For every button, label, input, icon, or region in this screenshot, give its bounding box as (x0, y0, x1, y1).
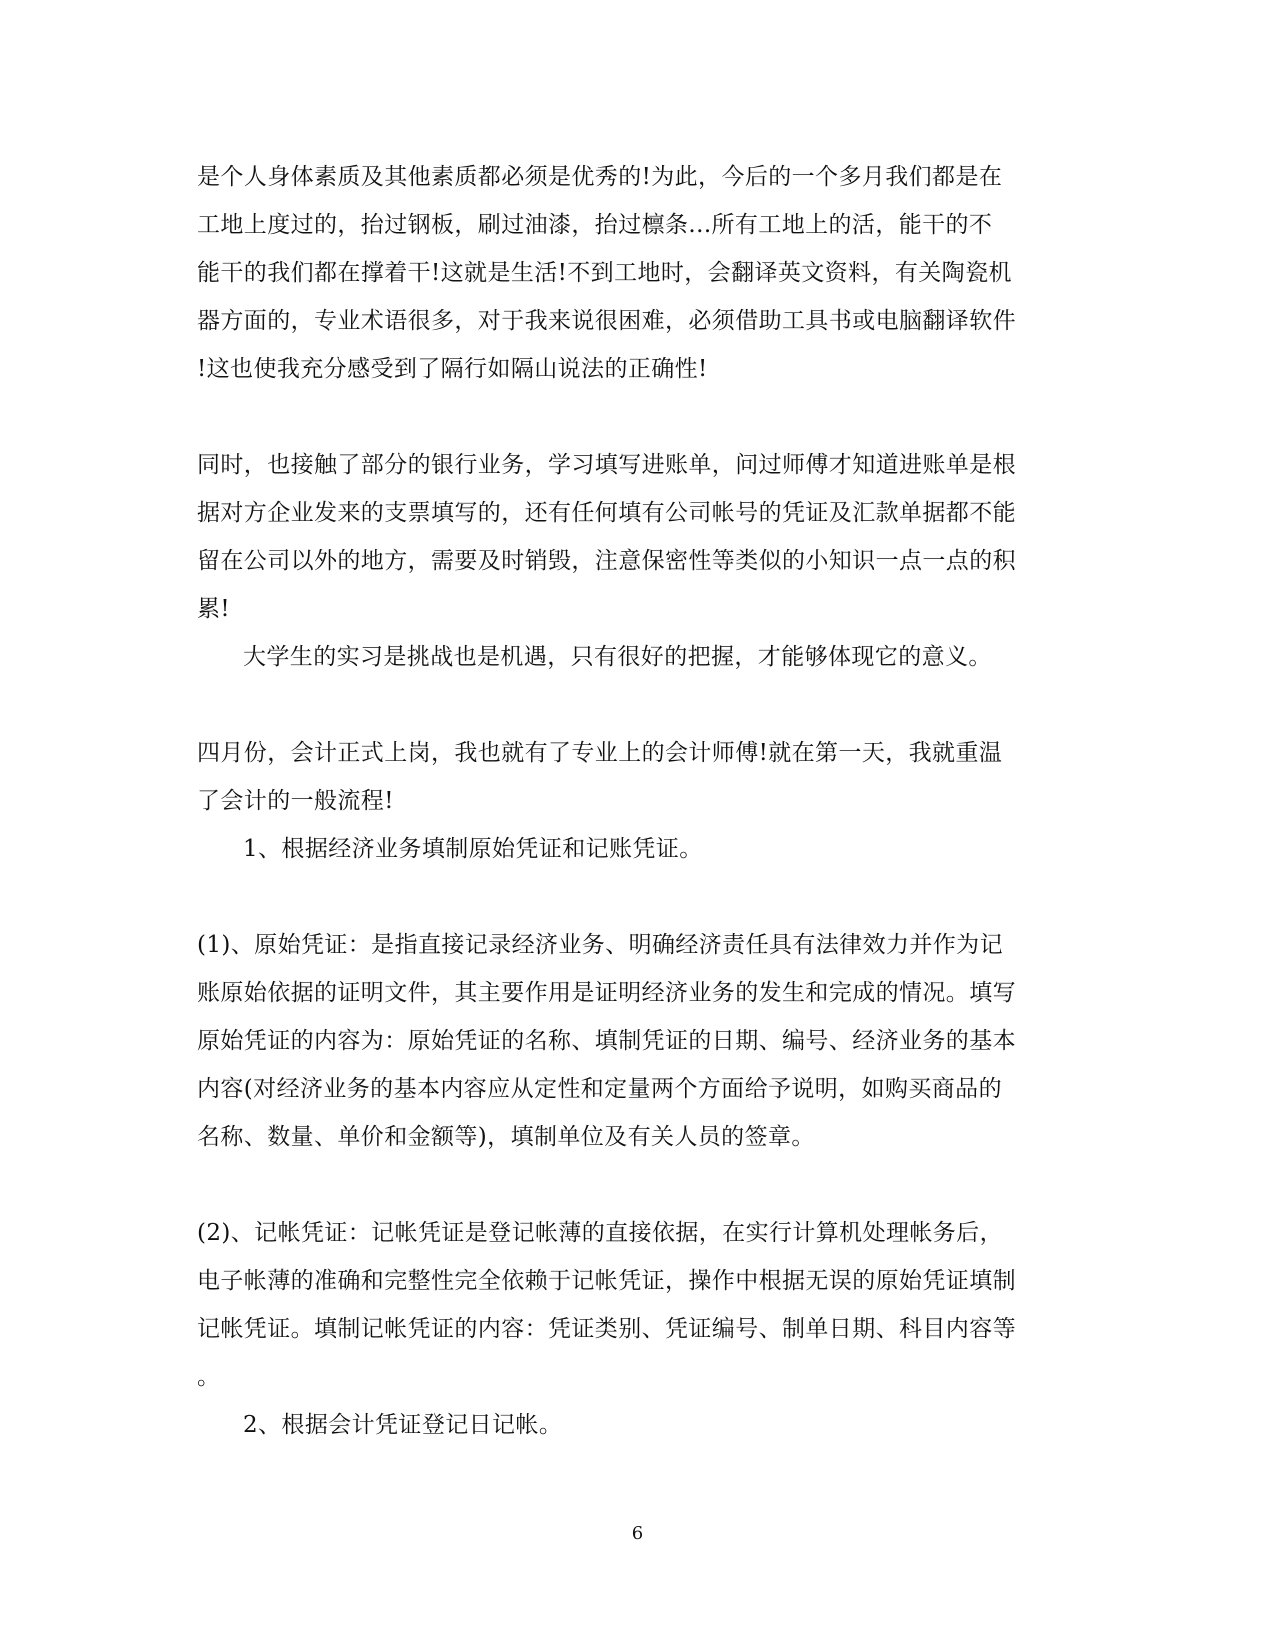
text-line: 能干的我们都在撑着干!这就是生活!不到工地时，会翻译英文资料，有关陶瓷机 (197, 260, 1012, 286)
text-line: 据对方企业发来的支票填写的，还有任何填有公司帐号的凭证及汇款单据都不能 (197, 500, 1016, 526)
text-line: (1)、原始凭证：是指直接记录经济业务、明确经济责任具有法律效力并作为记 (197, 932, 1003, 958)
text-line: 账原始依据的证明文件，其主要作用是证明经济业务的发生和完成的情况。填写 (197, 980, 1016, 1006)
text-line: 留在公司以外的地方，需要及时销毁，注意保密性等类似的小知识一点一点的积 (197, 548, 1016, 574)
text-line: (2)、记帐凭证：记帐凭证是登记帐薄的直接依据，在实行计算机处理帐务后， (197, 1220, 1003, 1246)
paragraph-gap (197, 1161, 1077, 1209)
paragraph-original-voucher (197, 921, 1077, 1161)
text-line: 记帐凭证。填制记帐凭证的内容：凭证类别、凭证编号、制单日期、科目内容等 (197, 1316, 1016, 1342)
paragraph-internship-meaning: 大学生的实习是挑战也是机遇，只有很好的把握，才能够体现它的意义。 (243, 644, 992, 670)
paragraph-gap (197, 873, 1077, 921)
text-line: 了会计的一般流程! (197, 788, 394, 814)
text-line: 四月份，会计正式上岗，我也就有了专业上的会计师傅!就在第一天，我就重温 (197, 740, 1003, 766)
text-line: 器方面的，专业术语很多，对于我来说很困难，必须借助工具书或电脑翻译软件 (197, 308, 1016, 334)
paragraph-gap (197, 681, 1077, 729)
paragraph-bookkeeping-voucher (197, 1209, 1077, 1401)
paragraph-bank-business (197, 441, 1077, 633)
text-line: 电子帐薄的准确和完整性完全依赖于记帐凭证，操作中根据无误的原始凭证填制 (197, 1268, 1016, 1294)
text-line: 累! (197, 596, 231, 622)
text-line: 工地上度过的，抬过钢板，刷过油漆，抬过檩条...所有工地上的活，能干的不 (197, 212, 993, 238)
list-item-step-2: 2、根据会计凭证登记日记帐。 (243, 1412, 563, 1438)
text-line: 。 (197, 1364, 221, 1390)
text-line: 是个人身体素质及其他素质都必须是优秀的!为此，今后的一个多月我们都是在 (197, 164, 1003, 190)
text-line: !这也使我充分感受到了隔行如隔山说法的正确性! (197, 356, 708, 382)
text-line: 同时，也接触了部分的银行业务，学习填写进账单，问过师傅才知道进账单是根 (197, 452, 1016, 478)
list-item-step-1: 1、根据经济业务填制原始凭证和记账凭证。 (243, 836, 703, 862)
text-line: 内容(对经济业务的基本内容应从定性和定量两个方面给予说明，如购买商品的 (197, 1076, 1002, 1102)
body-text (197, 153, 1077, 1449)
paragraph-april-accounting (197, 729, 1077, 825)
page-number: 6 (631, 1523, 644, 1544)
paragraph-gap (197, 393, 1077, 441)
text-line: 原始凭证的内容为：原始凭证的名称、填制凭证的日期、编号、经济业务的基本 (197, 1028, 1016, 1054)
paragraph-physical-work (197, 153, 1077, 393)
text-line: 名称、数量、单价和金额等)，填制单位及有关人员的签章。 (197, 1124, 815, 1150)
